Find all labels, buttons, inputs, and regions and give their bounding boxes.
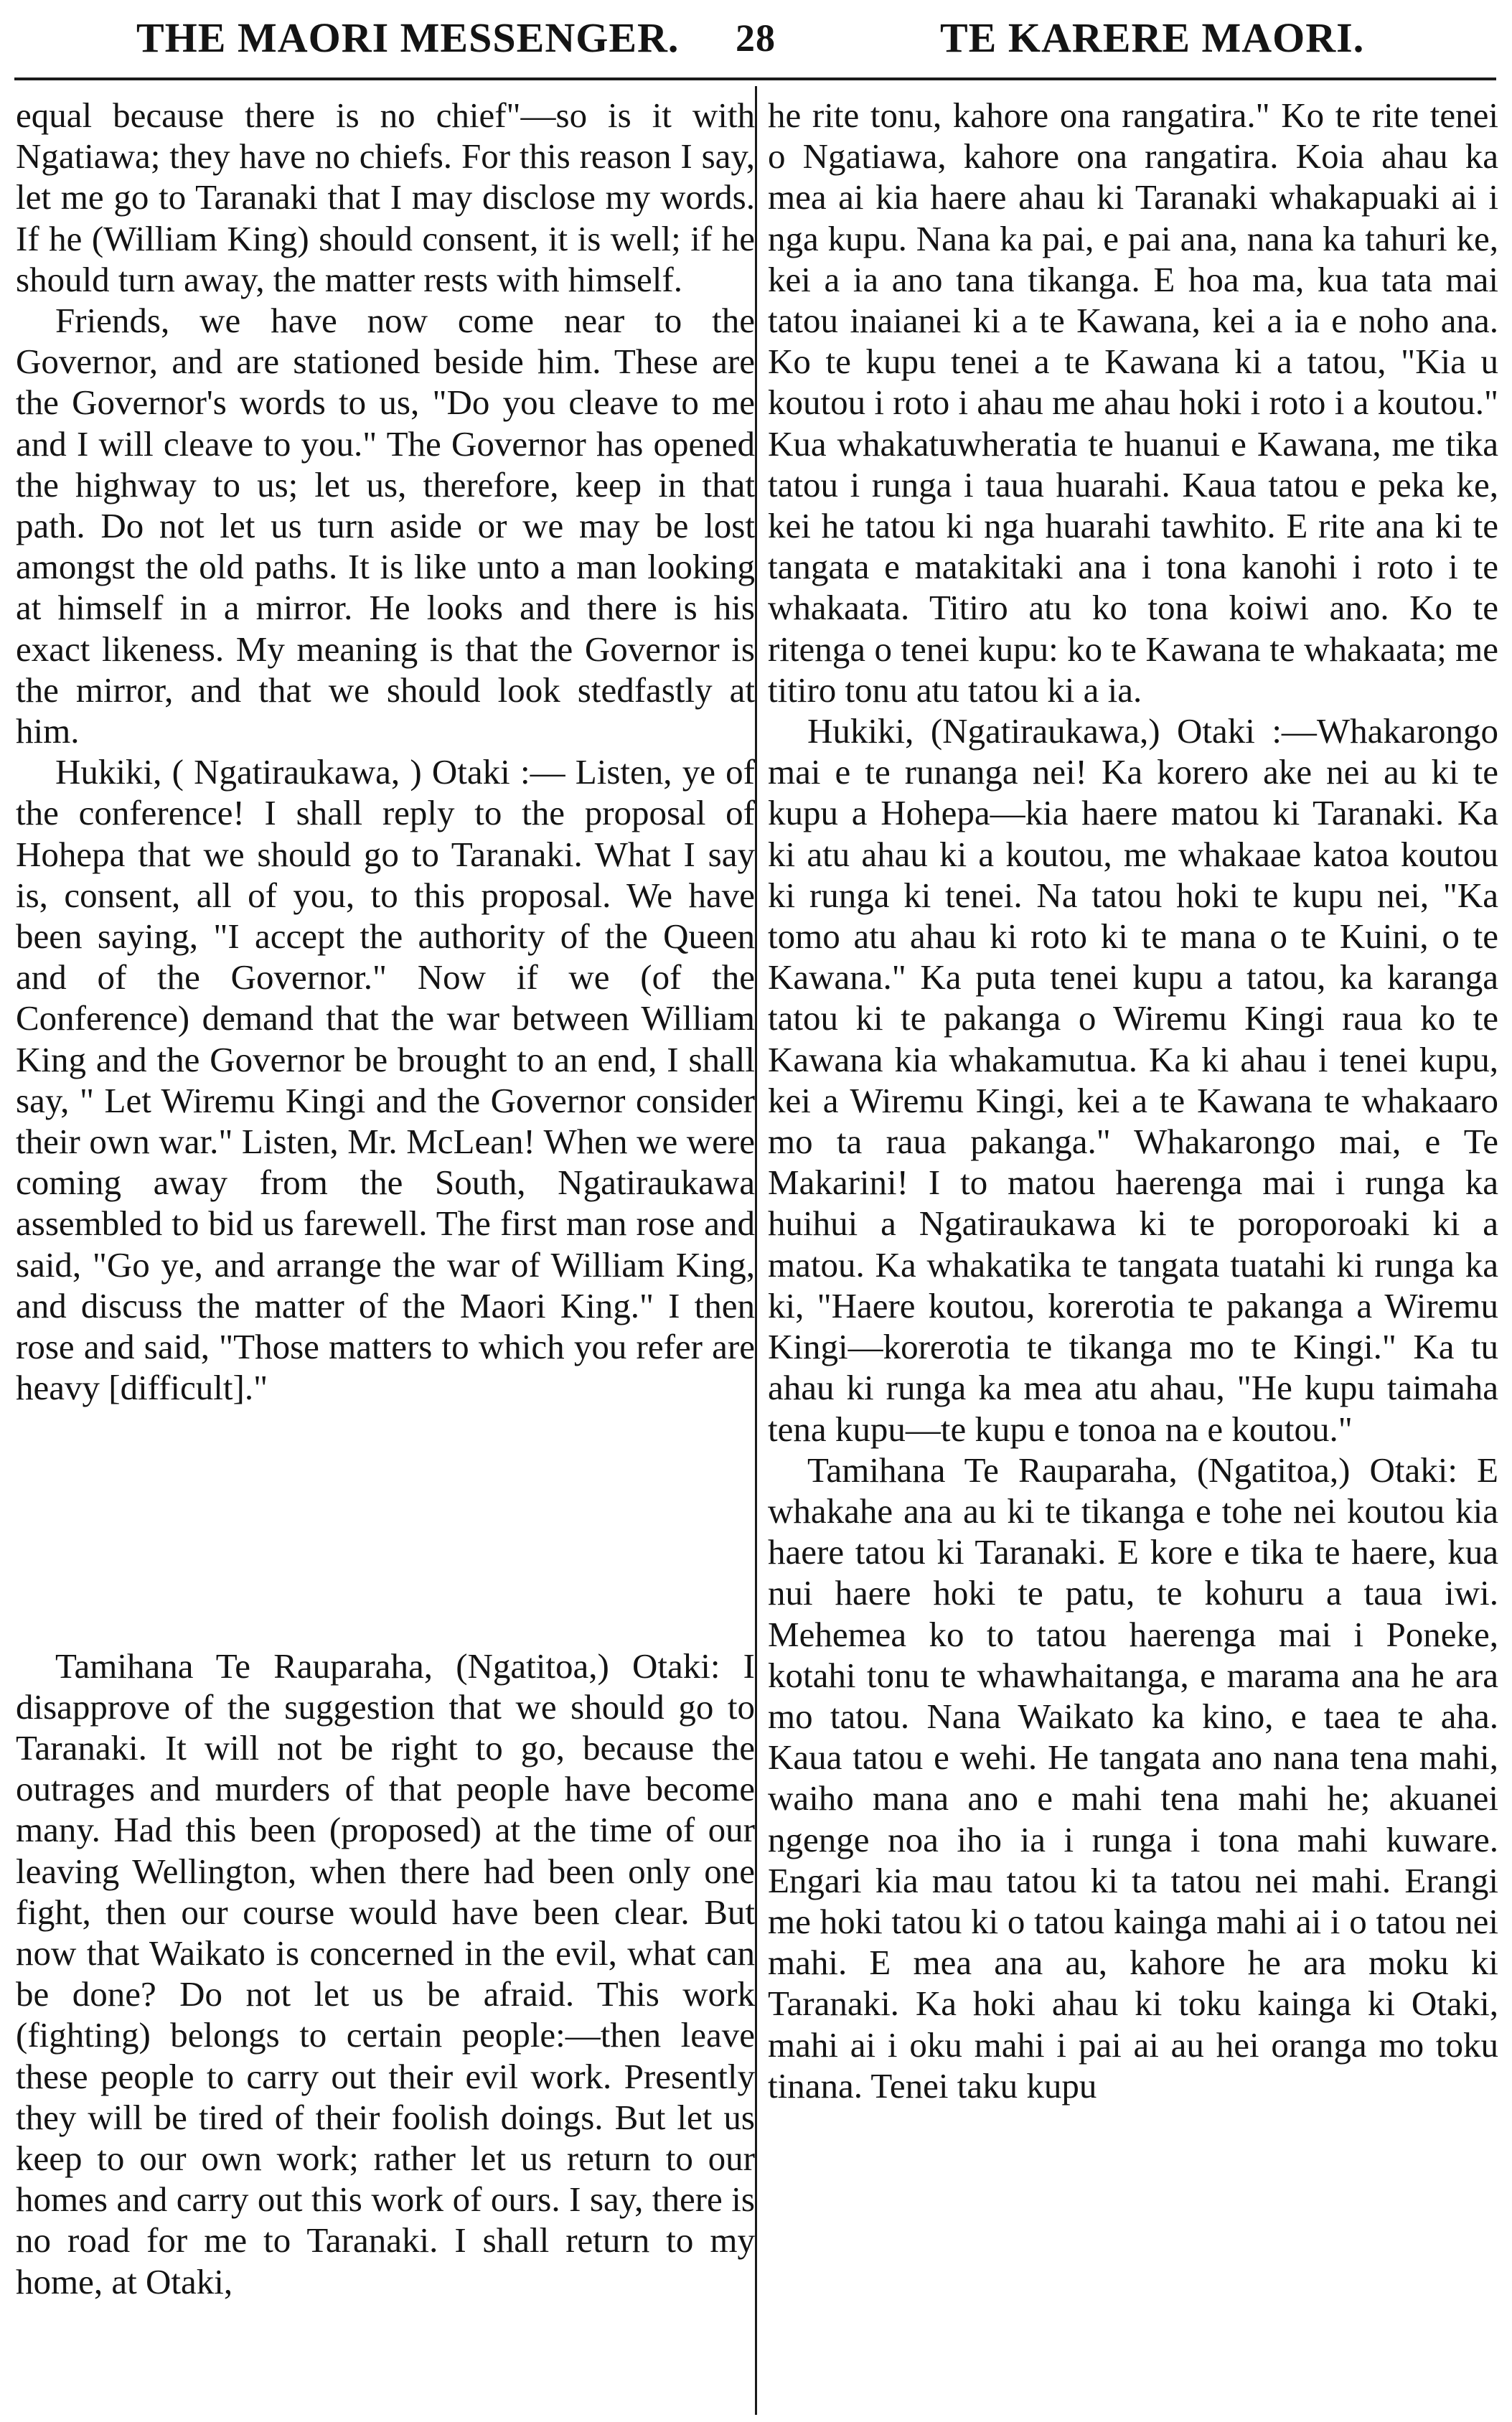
english-paragraph-4: Tamihana Te Rauparaha, (Ngatitoa,) Otaki: I disapprove of the suggestion that we should go to Taranaki. It will not be right to go, because the outrages and murders of that people have become many. Had this been (proposed) at the time of our leaving Wellington, when there had been only one fight, then our course would have been clear. But now that Waikato is concerned in the evil, what can be done? Do not let us be afraid. This work (fighting) belongs to certain people:—then leave these people to carry out their evil work. Presently they will be tired of their foolish doings. But let us keep to our own work; rather let us return to our homes and carry out this work of ours. I say, there is no road for me to Taranaki. I shall return to my home, at Otaki, bbox=[16, 1646, 755, 2301]
maori-paragraph-1: he rite tonu, kahore ona rangatira." Ko te rite tenei o Ngatiawa, kahore ona rangatira. Koia ahau ka mea ai kia haere ahau ki Taranaki whakapuaki ai i nga kupu. Nana ka pai, e pai ana, nana ka tahuri ke, kei a ia ano tana tikanga. E hoa ma, kua tata mai tatou inaianei ki a te Kawana, kei a ia e noho ana. Ko te kupu tenei a te Kawana ki a tatou, "Kia u koutou i roto i ahau me ahau hoki i roto i a koutou." Kua whakatuwheratia te huanui e Kawana, me tika tatou i runga i taua huarahi. Kaua tatou e peka ke, kei he tatou ki nga huarahi tawhito. E rite ana ki te tangata e matakitaki ana i tona kanohi i roto i te whakaata. Titiro atu ko tona koiwi ano. Ko te ritenga o tenei kupu: ko te Kawana te whakaata; me titiro tonu atu tatou ki a ia. bbox=[768, 95, 1498, 710]
maori-column bbox=[768, 95, 1498, 2106]
english-paragraph-1: equal because there is no chief"—so is it with Ngatiawa; they have no chiefs. For this reason I say, let me go to Taranaki that I may disclose my words. If he (William King) should consent, it is well; if he should turn away, the matter rests with himself. bbox=[16, 95, 755, 299]
english-paragraph-3: Hukiki, ( Ngatiraukawa, ) Otaki :— Listen, ye of the conference! I shall reply to the proposal of Hohepa that we should go to Taranaki. What I say is, consent, all of you, to this proposal. We have been saying, "I accept the authority of the Queen and of the Governor." Now if we (of the Conference) demand that the war between William King and the Governor be brought to an end, I shall say, " Let Wiremu Kingi and the Governor consider their own war." Listen, Mr. McLean! When we were coming away from the South, Ngatiraukawa assembled to bid us farewell. The first man rose and said, "Go ye, and arrange the war of William King, and discuss the matter of the Maori King." I then rose and said, "Those matters to which you refer are heavy [difficult]." bbox=[16, 752, 755, 1408]
maori-paragraph-2: Hukiki, (Ngatiraukawa,) Otaki :—Whakarongo mai e te runanga nei! Ka korero ake nei au ki te kupu a Hohepa—kia haere matou ki Taranaki. Ka ki atu ahau ki a koutou, me whakaae katoa koutou ki runga ki tenei. Na tatou hoki te kupu nei, "Ka tomo atu ahau ki roto ki te mana o te Kuini, o te Kawana." Ka puta tenei kupu a tatou, ka karanga tatou ki te pakanga o Wiremu Kingi raua ko te Kawana kia whakamutua. Ka ki ahau i tenei kupu, kei a Wiremu Kingi, kei a te Kawana te whakaaro mo ta raua pakanga." Whakarongo mai, e Te Makarini! I to matou haerenga mai i runga ka huihui a Ngatiraukawa ki te poroporoaki ki a matou. Ka whakatika te tangata tuatahi ki runga ka ki, "Haere koutou, korerotia te pakanga a Wiremu Kingi—korerotia te tikanga mo te Kingi." Ka tu ahau ki runga ka mea atu ahau, "He kupu taimaha tena kupu—te kupu e tonoa na e koutou." bbox=[768, 711, 1498, 1449]
header-rule bbox=[14, 78, 1496, 80]
maori-paragraph-3: Tamihana Te Rauparaha, (Ngatitoa,) Otaki: E whakahe ana au ki te tikanga e tohe nei koutou kia haere tatou ki Taranaki. E kore e tika te haere, kua nui haere hoki te patu, te kohuru a taua iwi. Mehemea ko to tatou haerenga mai i Poneke, kotahi tonu te whawhaitanga, e marama ana he ara mo tatou. Nana Waikato ka kino, e taea te aha. Kaua tatou e wehi. He tangata ano nana tena mahi, waiho mana ano e mahi tena mahi he; akuanei ngenge noa iho ia i runga i tona mahi kuware. Engari kia mau tatou ki ta tatou nei mahi. Erangi me hoki tatou ki o tatou kainga mahi ai i o tatou nei mahi. E mea ana au, kahore he ara moku ki Taranaki. Ka hoki ahau ki toku kainga ki Otaki, mahi ai i oku mahi i pai ai au hei oranga mo toku tinana. Tenei taku kupu bbox=[768, 1450, 1498, 2106]
english-paragraph-2: Friends, we have now come near to the Governor, and are stationed beside him. These are the Governor's words to us, "Do you cleave to me and I will cleave to you." The Governor has opened the highway to us; let us, therefore, keep in that path. Do not let us turn aside or we may be lost amongst the old paths. It is like unto a man looking at himself in a mirror. He looks and there is his exact likeness. My meaning is that the Governor is the mirror, and that we should look stedfastly at him. bbox=[16, 301, 755, 751]
page-number: 28 bbox=[736, 17, 776, 60]
header-title-english: THE MAORI MESSENGER. bbox=[136, 14, 680, 61]
header-title-maori: TE KARERE MAORI. bbox=[940, 14, 1365, 61]
english-column bbox=[16, 95, 755, 2302]
column-spacer bbox=[16, 1409, 755, 1646]
column-divider bbox=[755, 86, 757, 2415]
